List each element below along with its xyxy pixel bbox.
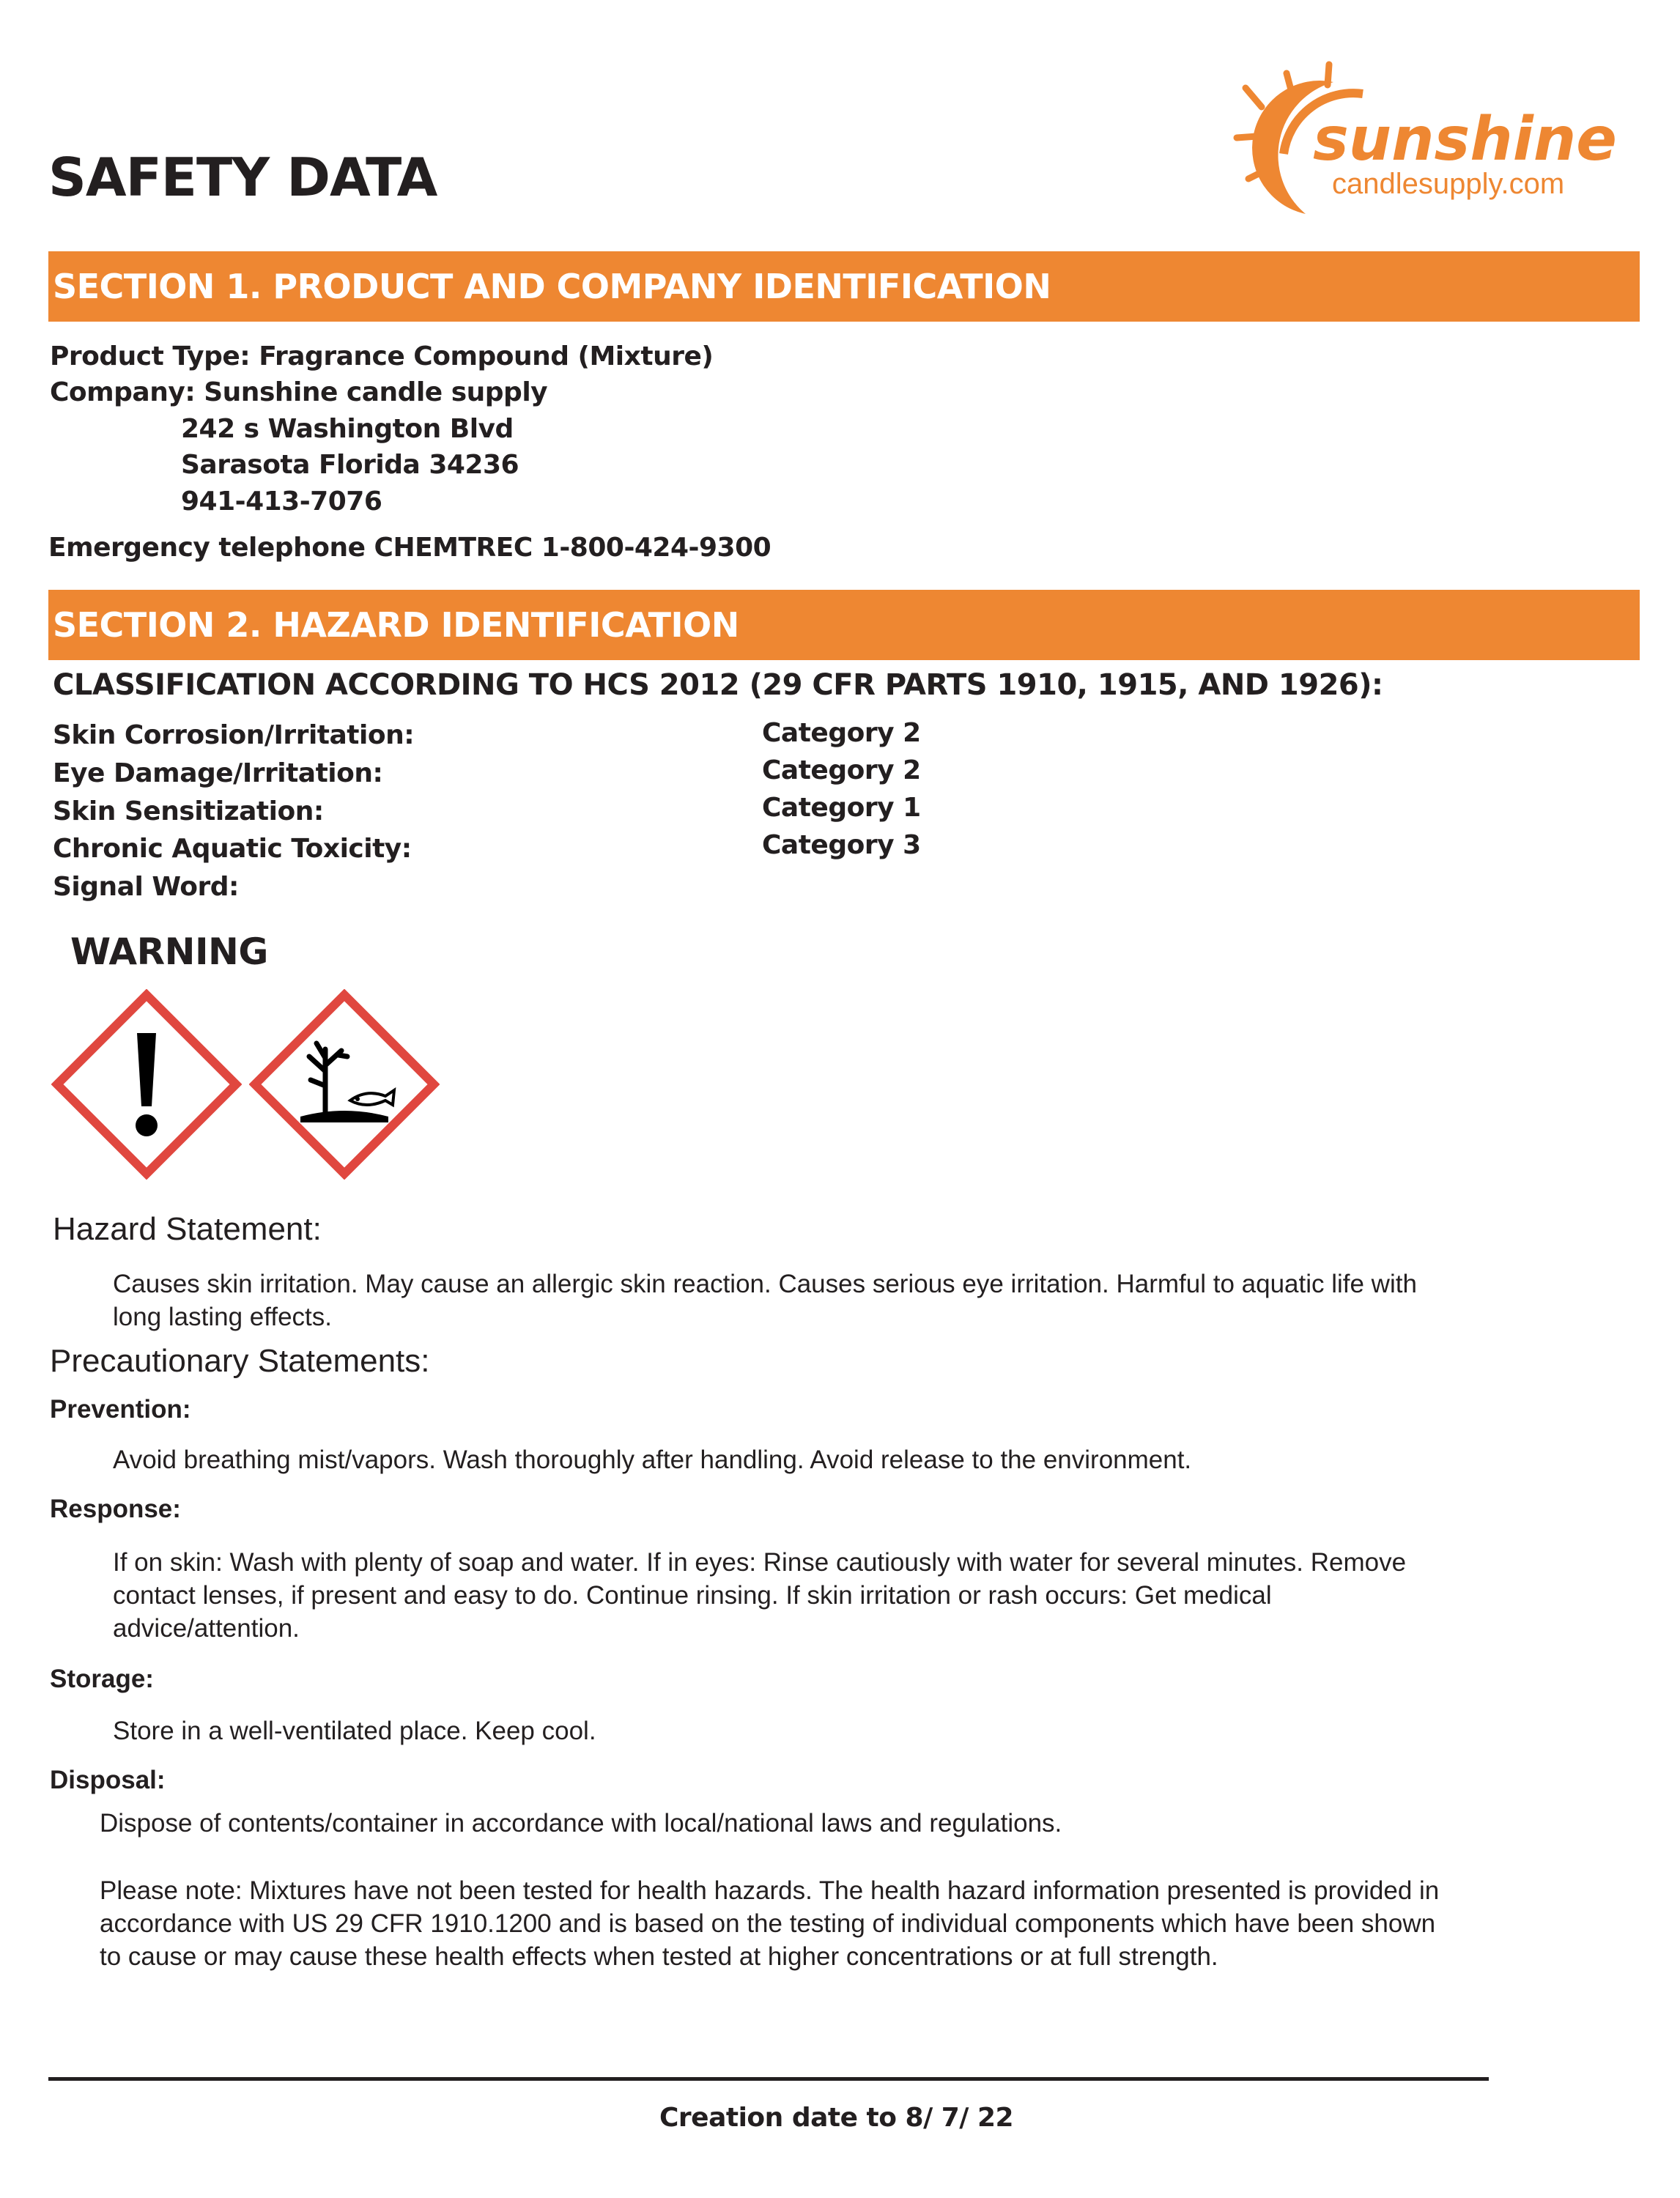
response-heading: Response: xyxy=(50,1495,181,1523)
section1-heading: SECTION 1. PRODUCT AND COMPANY IDENTIFICATION xyxy=(48,251,1640,322)
note-line2: accordance with US 29 CFR 1910.1200 and is based on the testing of individual components which have been shown xyxy=(100,1909,1436,1938)
storage-heading: Storage: xyxy=(50,1665,154,1693)
signal-word-label: Signal Word: xyxy=(53,872,239,902)
class-value-skin-corrosion: Category 2 xyxy=(762,718,921,748)
company-name: Company: Sunshine candle supply xyxy=(50,377,548,407)
company-address-line2: Sarasota Florida 34236 xyxy=(181,450,519,480)
class-label-skin-sensitization: Skin Sensitization: xyxy=(53,796,324,826)
class-label-skin-corrosion: Skin Corrosion/Irritation: xyxy=(53,720,415,750)
logo-domain: candlesupply.com xyxy=(1332,168,1565,200)
note-line1: Please note: Mixtures have not been tested for health hazards. The health hazard information presented is provided in xyxy=(100,1876,1440,1905)
logo-brand: sunshine xyxy=(1313,105,1617,174)
exclamation-mark-icon xyxy=(51,989,242,1180)
company-address-line1: 242 s Washington Blvd xyxy=(181,414,514,444)
hazard-statement-line2: long lasting effects. xyxy=(113,1303,332,1331)
emergency-telephone: Emergency telephone CHEMTREC 1-800-424-9300 xyxy=(48,533,771,563)
disposal-text: Dispose of contents/container in accordance with local/national laws and regulations. xyxy=(100,1809,1062,1838)
response-line1: If on skin: Wash with plenty of soap and water. If in eyes: Rinse cautiously with water for several minutes. Remove xyxy=(113,1548,1407,1577)
note-line3: to cause or may cause these health effects when tested at higher concentrations or at full strength. xyxy=(100,1942,1218,1971)
class-label-eye-damage: Eye Damage/Irritation: xyxy=(53,758,383,788)
hazard-statement-heading: Hazard Statement: xyxy=(53,1211,322,1247)
storage-text: Store in a well-ventilated place. Keep cool. xyxy=(113,1717,596,1745)
class-value-eye-damage: Category 2 xyxy=(762,755,921,785)
footer-divider xyxy=(48,2077,1489,2081)
response-line3: advice/attention. xyxy=(113,1614,300,1643)
signal-word: WARNING xyxy=(70,930,268,973)
response-line2: contact lenses, if present and easy to do. Continue rinsing. If skin irritation or rash occurs: Get medical xyxy=(113,1581,1272,1610)
precautionary-heading: Precautionary Statements: xyxy=(50,1343,430,1379)
class-label-aquatic-toxicity: Chronic Aquatic Toxicity: xyxy=(53,834,412,864)
prevention-text: Avoid breathing mist/vapors. Wash thoroughly after handling. Avoid release to the environment. xyxy=(113,1446,1192,1474)
sunshine-logo xyxy=(1216,51,1627,227)
environment-hazard-icon xyxy=(249,989,440,1180)
class-value-skin-sensitization: Category 1 xyxy=(762,793,921,823)
company-phone: 941-413-7076 xyxy=(181,486,382,517)
creation-date: Creation date to 8/ 7/ 22 xyxy=(659,2103,1014,2133)
product-type: Product Type: Fragrance Compound (Mixture) xyxy=(50,341,714,371)
classification-heading: CLASSIFICATION ACCORDING TO HCS 2012 (29 CFR PARTS 1910, 1915, AND 1926): xyxy=(53,668,1383,702)
section2-heading: SECTION 2. HAZARD IDENTIFICATION xyxy=(48,590,1640,660)
disposal-heading: Disposal: xyxy=(50,1766,166,1794)
class-value-aquatic-toxicity: Category 3 xyxy=(762,830,921,860)
page-title: SAFETY DATA xyxy=(48,147,437,208)
hazard-statement-line1: Causes skin irritation. May cause an allergic skin reaction. Causes serious eye irritation. Harmful to aquatic life with xyxy=(113,1270,1417,1298)
prevention-heading: Prevention: xyxy=(50,1395,191,1424)
